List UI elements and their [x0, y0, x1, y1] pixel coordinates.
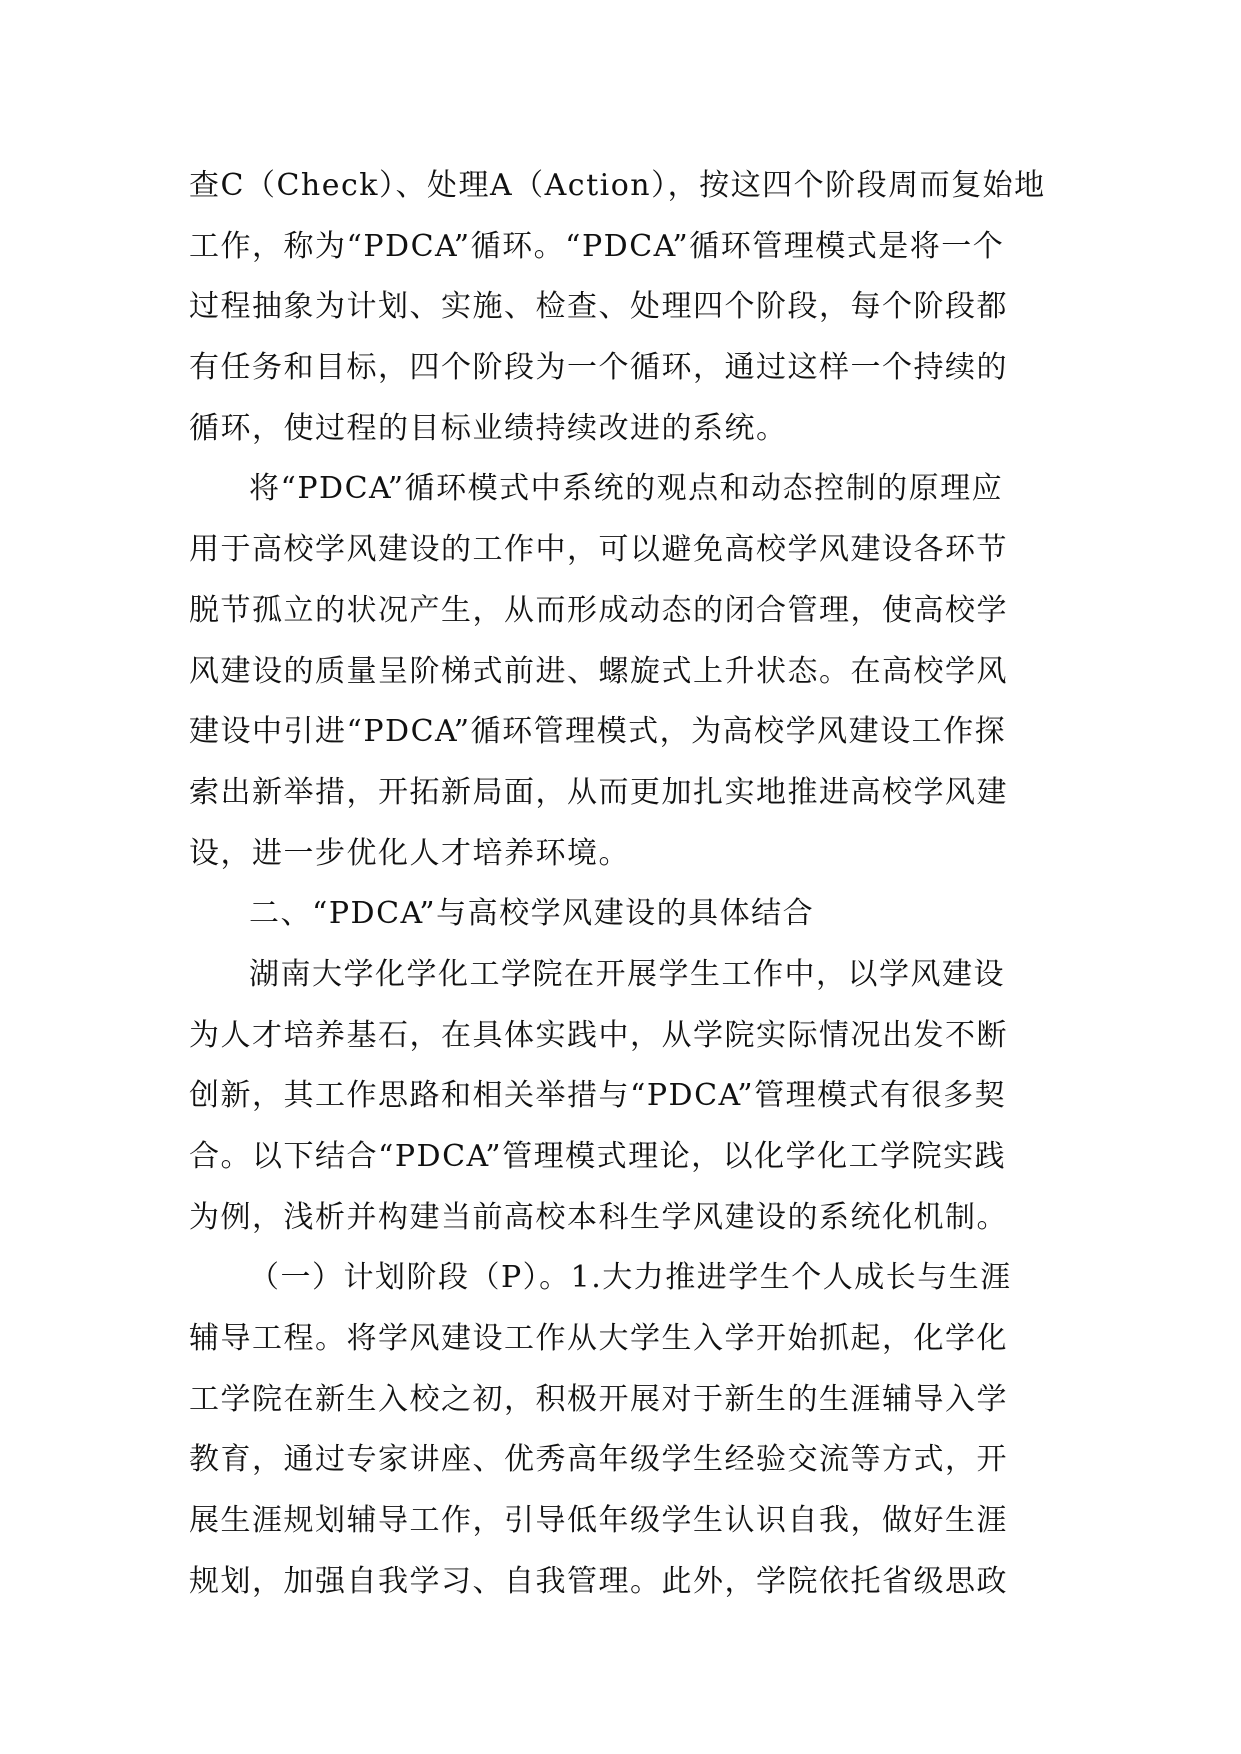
- paragraph-start-line: （一）计划阶段（P）。1.大力推进学生个人成长与生涯: [249, 1260, 1012, 1296]
- text-line: 工学院在新生入校之初，积极开展对于新生的生涯辅导入学: [189, 1381, 1008, 1417]
- text-line: 索出新举措，开拓新局面，从而更加扎实地推进高校学风建: [189, 774, 1008, 810]
- text-line: 建设中引进“PDCA”循环管理模式，为高校学风建设工作探: [189, 714, 1007, 750]
- text-line: 为人才培养基石，在具体实践中，从学院实际情况出发不断: [189, 1017, 1008, 1053]
- text-line: 过程抽象为计划、实施、检查、处理四个阶段，每个阶段都: [189, 289, 1008, 325]
- body-text: [189, 156, 1051, 1613]
- text-line: 循环，使过程的目标业绩持续改进的系统。: [189, 410, 788, 446]
- section-heading: 二、“PDCA”与高校学风建设的具体结合: [249, 896, 815, 932]
- text-line: 为例，浅析并构建当前高校本科生学风建设的系统化机制。: [189, 1199, 1008, 1235]
- text-line: 展生涯规划辅导工作，引导低年级学生认识自我，做好生涯: [189, 1503, 1008, 1539]
- text-line: 工作，称为“PDCA”循环。“PDCA”循环管理模式是将一个: [189, 228, 1005, 264]
- text-line: 创新，其工作思路和相关举措与“PDCA”管理模式有很多契: [189, 1078, 1007, 1114]
- text-line: 查C（Check）、处理A（Action），按这四个阶段周而复始地: [189, 168, 1046, 203]
- text-line: 教育，通过专家讲座、优秀高年级学生经验交流等方式，开: [189, 1442, 1008, 1478]
- paragraph-start-line: 湖南大学化学化工学院在开展学生工作中，以学风建设: [249, 956, 1005, 992]
- text-line: 有任务和目标，四个阶段为一个循环，通过这样一个持续的: [189, 350, 1008, 386]
- text-line: 规划，加强自我学习、自我管理。此外，学院依托省级思政: [189, 1563, 1008, 1599]
- text-line: 用于高校学风建设的工作中，可以避免高校学风建设各环节: [189, 532, 1008, 568]
- text-line: 辅导工程。将学风建设工作从大学生入学开始抓起，化学化: [189, 1321, 1008, 1357]
- text-line: 风建设的质量呈阶梯式前进、螺旋式上升状态。在高校学风: [189, 653, 1008, 689]
- text-line: 脱节孤立的状况产生，从而形成动态的闭合管理，使高校学: [189, 592, 1008, 628]
- paragraph-start-line: 将“PDCA”循环模式中系统的观点和动态控制的原理应: [249, 471, 1004, 507]
- text-line: 合。以下结合“PDCA”管理模式理论，以化学化工学院实践: [189, 1139, 1007, 1174]
- text-line: 设，进一步优化人才培养环境。: [189, 835, 630, 871]
